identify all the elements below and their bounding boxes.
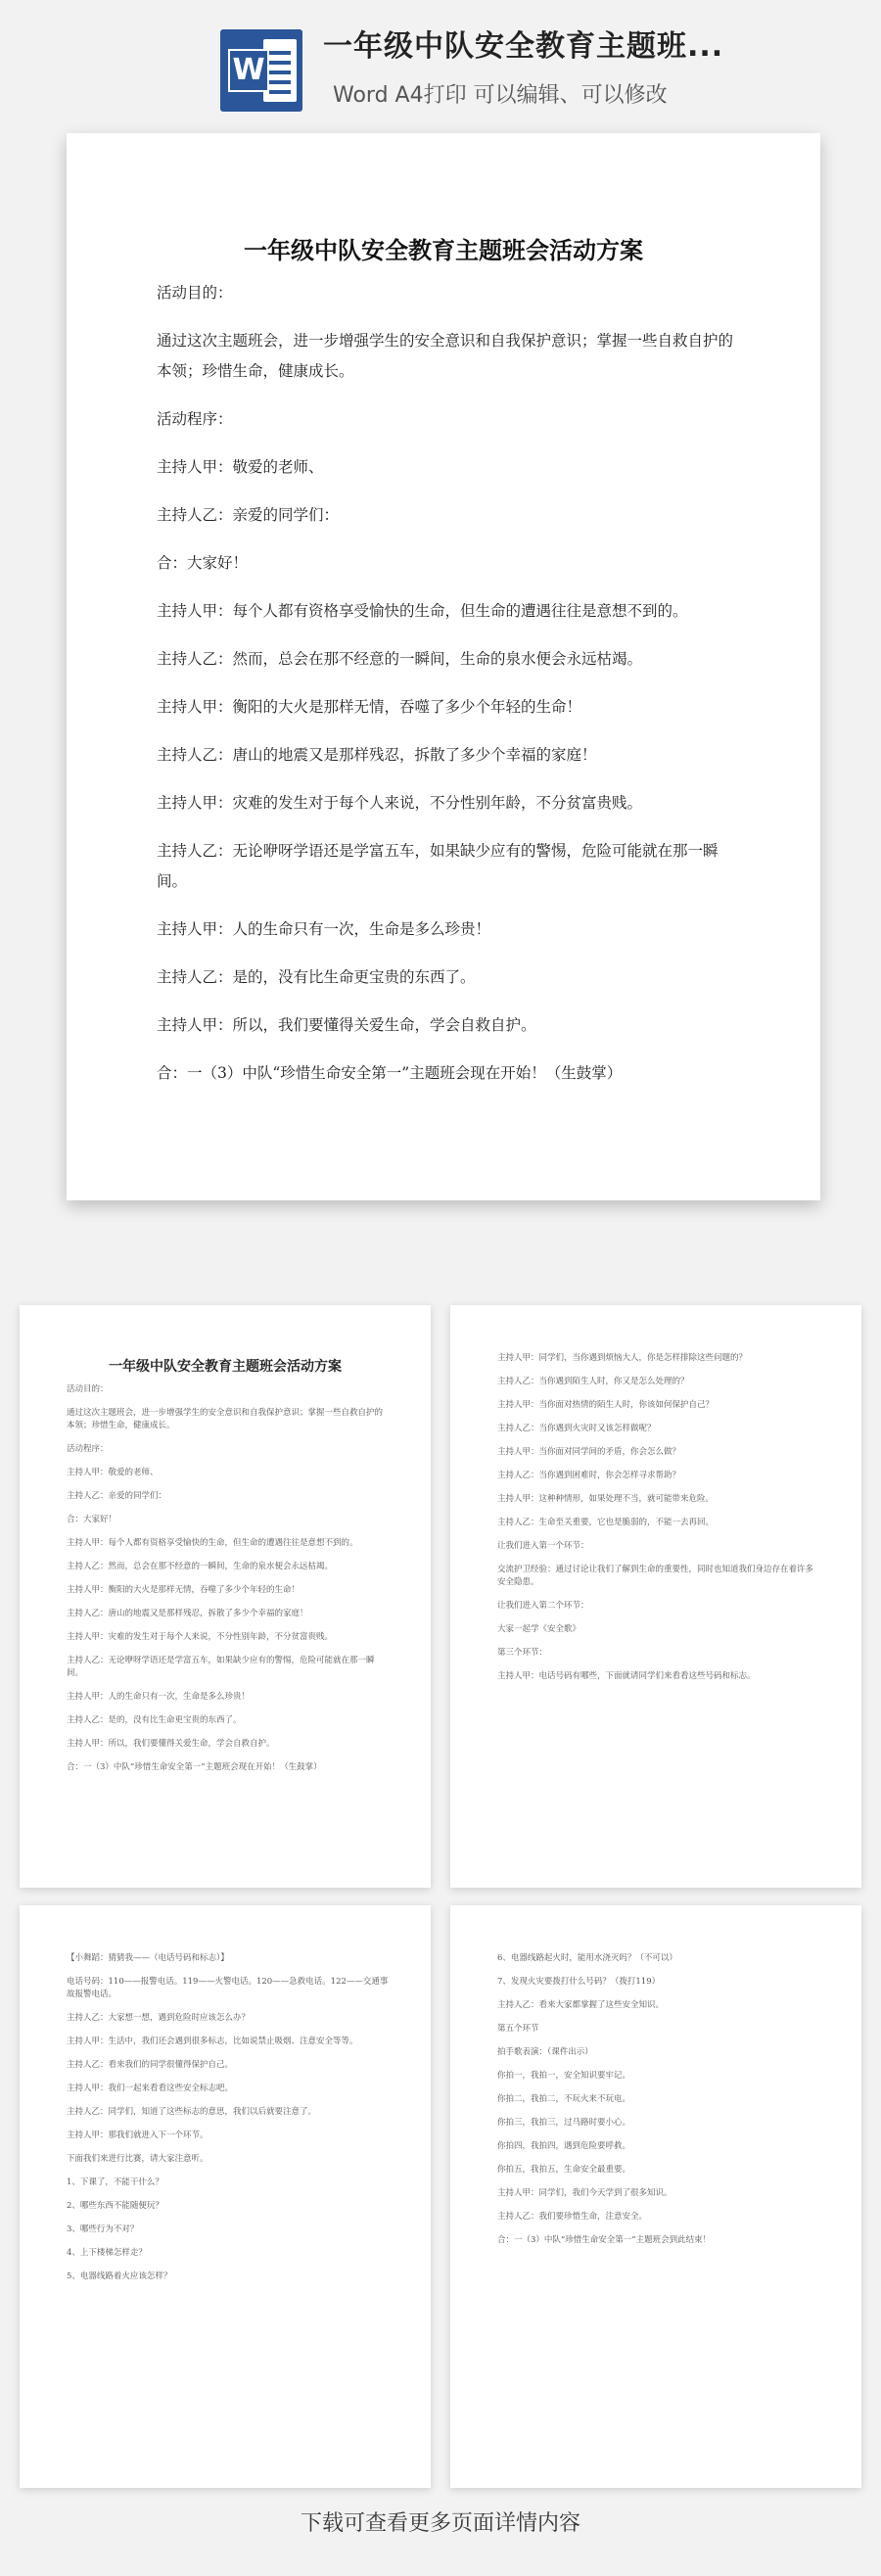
page-paragraph: 主持人乙：亲爱的同学们： xyxy=(157,506,340,524)
thumbnail-paragraph: 大家一起学《安全歌》 xyxy=(497,1624,581,1634)
thumbnail-paragraph: 6、电器线路起火时，能用水浇灭吗？（不可以） xyxy=(497,1953,677,1963)
thumbnail-paragraph: 7、发现火灾要拨打什么号码？（拨打119） xyxy=(497,1977,661,1987)
thumbnail-paragraph: 主持人乙：亲爱的同学们： xyxy=(67,1491,167,1501)
thumbnail-paragraph: 活动程序： xyxy=(67,1444,109,1454)
thumbnail-title: 一年级中队安全教育主题班会活动方案 xyxy=(109,1359,342,1375)
page-paragraph: 主持人甲：每个人都有资格享受愉快的生命，但生命的遭遇往往是意想不到的。 xyxy=(157,602,688,620)
thumbnail-paragraph: 你拍三，我拍三，过马路时要小心。 xyxy=(497,2118,631,2128)
thumbnail-paragraph: 活动目的： xyxy=(67,1384,109,1394)
page-paragraph: 主持人乙：无论咿呀学语还是学富五车，如果缺少应有的警惕，危险可能就在那一瞬间。 xyxy=(157,842,719,890)
thumbnail-paragraph: 主持人甲：当你面对同学间的矛盾，你会怎么做？ xyxy=(497,1447,681,1457)
thumbnail-paragraph: 主持人甲：敬爱的老师、 xyxy=(67,1468,159,1477)
page-body xyxy=(157,278,744,1106)
page-paragraph: 主持人甲：人的生命只有一次，生命是多么珍贵！ xyxy=(157,920,491,938)
thumbnail-paragraph: 合：一（3）中队“珍惜生命安全第一”主题班会现在开始！（生鼓掌） xyxy=(67,1762,322,1772)
thumbnail-paragraph: 你拍二，我拍二，不玩火来不玩电。 xyxy=(497,2094,631,2104)
word-icon: W xyxy=(220,29,302,112)
page-paragraph: 主持人甲：灾难的发生对于每个人来说，不分性别年龄，不分贫富贵贱。 xyxy=(157,794,643,812)
thumbnail-paragraph: 合：一（3）中队“珍惜生命安全第一”主题班会到此结束！ xyxy=(497,2235,712,2245)
thumbnail-paragraph: 主持人甲：当你面对热情的陌生人时，你该如何保护自己？ xyxy=(497,1400,715,1410)
page-paragraph: 主持人甲：衡阳的大火是那样无情，吞噬了多少个年轻的生命！ xyxy=(157,698,582,716)
thumbnail-body xyxy=(497,1952,820,2258)
thumbnail-paragraph: 主持人乙：唐山的地震又是那样残忍，拆散了多少个幸福的家庭！ xyxy=(67,1609,308,1618)
page-thumbnail-3[interactable] xyxy=(20,1905,431,2488)
thumbnail-paragraph: 主持人乙：是的，没有比生命更宝贵的东西了。 xyxy=(67,1715,242,1725)
page-paragraph: 活动程序： xyxy=(157,410,233,428)
thumbnail-paragraph: 让我们进入第一个环节： xyxy=(497,1541,589,1551)
page-paragraph: 活动目的： xyxy=(157,284,233,302)
thumbnail-paragraph: 主持人乙：同学们，知道了这些标志的意思，我们以后就要注意了。 xyxy=(67,2107,317,2117)
page-thumbnail-1[interactable] xyxy=(20,1305,431,1888)
page-paragraph: 主持人甲：敬爱的老师、 xyxy=(157,458,324,476)
thumbnail-body xyxy=(67,1952,390,2294)
thumbnail-paragraph: 交流护卫经验：通过讨论让我们了解到生命的重要性，同时也知道我们身边存在着许多安全隐患。 xyxy=(497,1565,814,1587)
main-page-preview[interactable] xyxy=(67,133,820,1200)
document-subtitle: Word A4打印 可以编辑、可以修改 xyxy=(333,83,668,108)
download-more-link[interactable]: 下载可查看更多页面详情内容 xyxy=(300,2511,580,2536)
thumbnail-paragraph: 主持人乙：当你遇到火灾时又该怎样做呢？ xyxy=(497,1424,656,1433)
thumbnail-paragraph: 你拍一，我拍一，安全知识要牢记。 xyxy=(497,2071,631,2081)
page-paragraph: 合：大家好！ xyxy=(157,554,249,572)
page-paragraph: 通过这次主题班会，进一步增强学生的安全意识和自我保护意识；掌握一些自救自护的本领；珍惜生命，健康成长。 xyxy=(157,332,734,380)
thumbnail-paragraph: 1、下课了，不能干什么？ xyxy=(67,2178,163,2187)
page-paragraph: 主持人乙：是的，没有比生命更宝贵的东西了。 xyxy=(157,968,476,986)
thumbnail-paragraph: 主持人甲：生活中，我们还会遇到很多标志，比如说禁止吸烟、注意安全等等。 xyxy=(67,2037,358,2046)
thumbnail-paragraph: 让我们进入第二个环节： xyxy=(497,1601,589,1611)
thumbnail-paragraph: 主持人甲：所以，我们要懂得关爱生命，学会自救自护。 xyxy=(67,1739,275,1749)
thumbnail-paragraph: 主持人甲：同学们，我们今天学到了很多知识。 xyxy=(497,2188,672,2198)
thumbnail-paragraph: 4、上下楼梯怎样走？ xyxy=(67,2248,147,2258)
thumbnail-paragraph: 主持人乙：无论咿呀学语还是学富五车，如果缺少应有的警惕，危险可能就在那一瞬间。 xyxy=(67,1656,375,1678)
thumbnail-paragraph: 主持人甲：灾难的发生对于每个人来说，不分性别年龄，不分贫富贵贱。 xyxy=(67,1632,334,1642)
page-paragraph: 主持人甲：所以，我们要懂得关爱生命，学会自救自护。 xyxy=(157,1016,536,1034)
thumbnail-paragraph: 主持人甲：同学们，当你遇到烦恼大人，你是怎样排除这些问题的？ xyxy=(497,1353,748,1363)
thumbnail-paragraph: 第三个环节： xyxy=(497,1648,548,1658)
thumbnail-paragraph: 拍手歌表演：（课件出示） xyxy=(497,2047,593,2057)
thumbnail-paragraph: 5、电器线路着火应该怎样？ xyxy=(67,2272,172,2281)
thumbnail-paragraph: 电话号码：110——报警电话。119——火警电话。120——急救电话。122——交通事故报警电话。 xyxy=(67,1977,389,1999)
page-thumbnail-4[interactable] xyxy=(450,1905,861,2488)
thumbnail-paragraph: 主持人乙：看来大家都掌握了这些安全知识。 xyxy=(497,2000,665,2010)
page-paragraph: 合：一（3）中队“珍惜生命安全第一”主题班会现在开始！（生鼓掌） xyxy=(157,1064,623,1082)
thumbnail-paragraph: 【小舞蹈：猜猜我——（电话号码和标志）】 xyxy=(67,1953,229,1963)
thumbnail-paragraph: 你拍五，我拍五，生命安全最重要。 xyxy=(497,2165,631,2175)
thumbnail-paragraph: 主持人乙：生命至关重要，它也是脆弱的，不能一去再回。 xyxy=(497,1518,715,1527)
thumbnail-paragraph: 主持人乙：当你遇到困难时，你会怎样寻求帮助？ xyxy=(497,1471,681,1480)
thumbnail-paragraph: 主持人乙：然而，总会在那不经意的一瞬间，生命的泉水便会永远枯竭。 xyxy=(67,1562,334,1571)
thumbnail-body xyxy=(67,1383,390,1785)
thumbnail-body xyxy=(497,1352,820,1694)
page-thumbnail-2[interactable] xyxy=(450,1305,861,1888)
thumbnail-paragraph: 合：大家好！ xyxy=(67,1515,117,1524)
thumbnail-paragraph: 主持人乙：当你遇到陌生人时，你又是怎么处理的？ xyxy=(497,1377,689,1386)
thumbnail-paragraph: 你拍四，我拍四，遇到危险要呼救。 xyxy=(497,2141,631,2151)
thumbnail-paragraph: 主持人乙：我们要珍惜生命，注意安全。 xyxy=(497,2212,648,2222)
thumbnail-paragraph: 2、哪些东西不能随便玩？ xyxy=(67,2201,163,2211)
thumbnail-paragraph: 主持人甲：那我们就进入下一个环节。 xyxy=(67,2131,209,2140)
page-title: 一年级中队安全教育主题班会活动方案 xyxy=(244,236,643,264)
thumbnail-paragraph: 3、哪些行为不对？ xyxy=(67,2225,139,2234)
thumbnail-paragraph: 主持人甲：这种种情形，如果处理不当，就可能带来危险。 xyxy=(497,1494,715,1504)
thumbnail-paragraph: 主持人乙：大家想一想，遇到危险时应该怎么办？ xyxy=(67,2013,251,2023)
thumbnail-paragraph: 主持人甲：人的生命只有一次，生命是多么珍贵！ xyxy=(67,1692,251,1702)
thumbnail-paragraph: 主持人甲：电话号码有哪些，下面就请同学们来看看这些号码和标志。 xyxy=(497,1671,756,1681)
page-paragraph: 主持人乙：唐山的地震又是那样残忍，拆散了多少个幸福的家庭！ xyxy=(157,746,597,764)
header xyxy=(0,0,881,119)
thumbnail-paragraph: 下面我们来进行比赛，请大家注意听。 xyxy=(67,2154,209,2164)
thumbnail-paragraph: 主持人乙：看来我们的同学很懂得保护自己。 xyxy=(67,2060,234,2070)
thumbnail-paragraph: 通过这次主题班会，进一步增强学生的安全意识和自我保护意识；掌握一些自救自护的本领；珍惜生命，健康成长。 xyxy=(67,1408,384,1430)
thumbnail-paragraph: 第五个环节 xyxy=(497,2024,539,2034)
thumbnail-paragraph: 主持人甲：每个人都有资格享受愉快的生命，但生命的遭遇往往是意想不到的。 xyxy=(67,1538,358,1548)
thumbnail-paragraph: 主持人甲：我们一起来看看这些安全标志吧。 xyxy=(67,2084,234,2093)
document-title: 一年级中队安全教育主题班... xyxy=(323,29,724,64)
thumbnail-paragraph: 主持人甲：衡阳的大火是那样无情，吞噬了多少个年轻的生命！ xyxy=(67,1585,301,1595)
page-paragraph: 主持人乙：然而，总会在那不经意的一瞬间，生命的泉水便会永远枯竭。 xyxy=(157,650,643,668)
